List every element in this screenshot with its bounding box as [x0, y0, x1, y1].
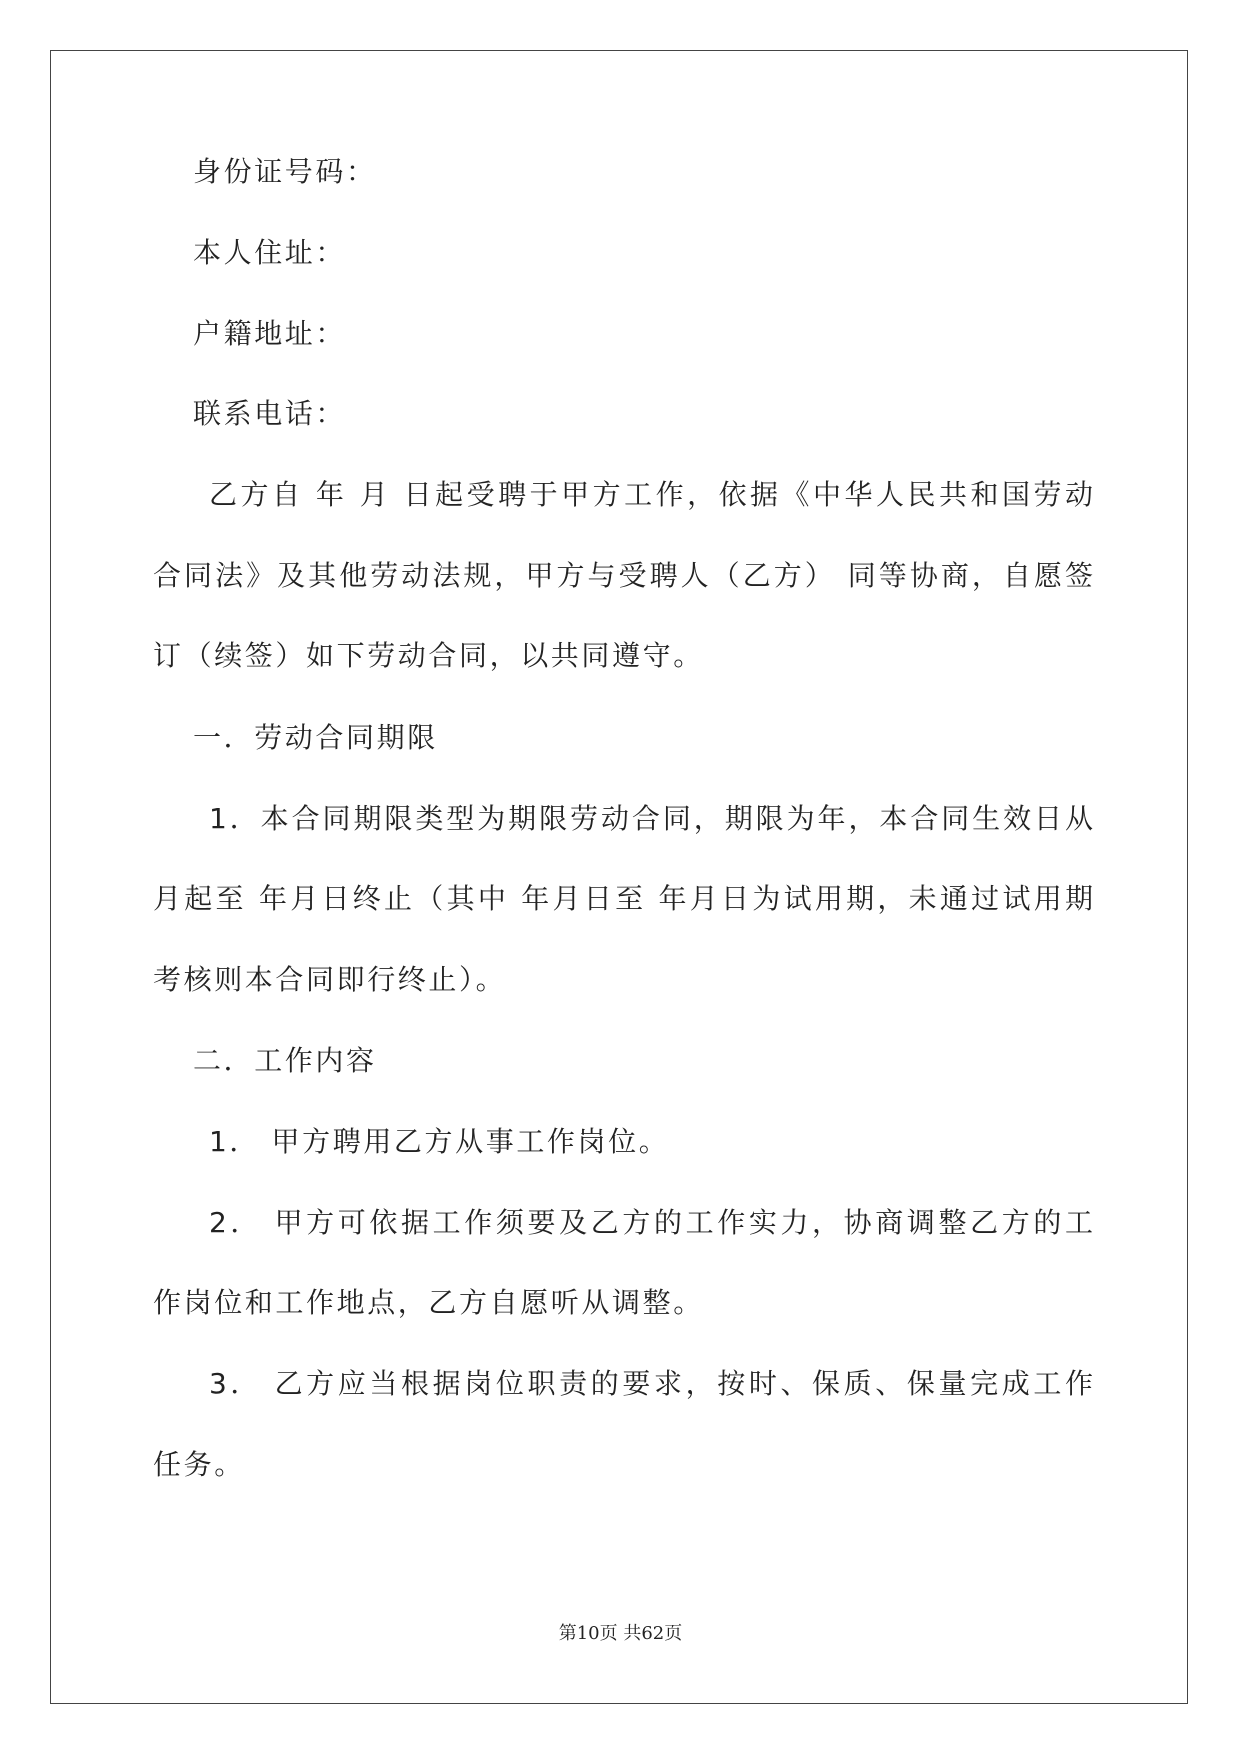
paragraph-line: 订（续签）如下劳动合同，以共同遵守。 — [153, 639, 704, 672]
address-label: 本人住址： — [193, 236, 347, 269]
paragraph-line: 1． 甲方聘用乙方从事工作岗位。 — [209, 1125, 670, 1158]
paragraph-line: 合同法》及其他劳动法规，甲方与受聘人（乙方） 同等协商，自愿签 — [153, 559, 1093, 592]
paragraph-line: 作岗位和工作地点，乙方自愿听从调整。 — [153, 1286, 704, 1319]
household-address-label: 户籍地址： — [193, 317, 347, 350]
id-number-label: 身份证号码： — [193, 155, 377, 188]
paragraph-line: 月起至 年月日终止（其中 年月日至 年月日为试用期，未通过试用期 — [153, 882, 1093, 915]
paragraph-line: 乙方自 年 月 日起受聘于甲方工作，依据《中华人民共和国劳动 — [209, 478, 1093, 511]
paragraph-line: 考核则本合同即行终止）。 — [153, 963, 507, 996]
section-heading: 一．劳动合同期限 — [193, 721, 438, 754]
paragraph-line: 任务。 — [153, 1448, 245, 1481]
section-heading: 二．工作内容 — [193, 1044, 377, 1077]
paragraph-line: 2． 甲方可依据工作须要及乙方的工作实力，协商调整乙方的工 — [209, 1206, 1093, 1239]
phone-label: 联系电话： — [193, 397, 347, 430]
paragraph-line: 3． 乙方应当根据岗位职责的要求，按时、保质、保量完成工作 — [209, 1367, 1093, 1400]
paragraph-line: 1．本合同期限类型为期限劳动合同，期限为年，本合同生效日从 — [209, 802, 1093, 835]
page-number: 第10页 共62页 — [558, 1623, 683, 1644]
